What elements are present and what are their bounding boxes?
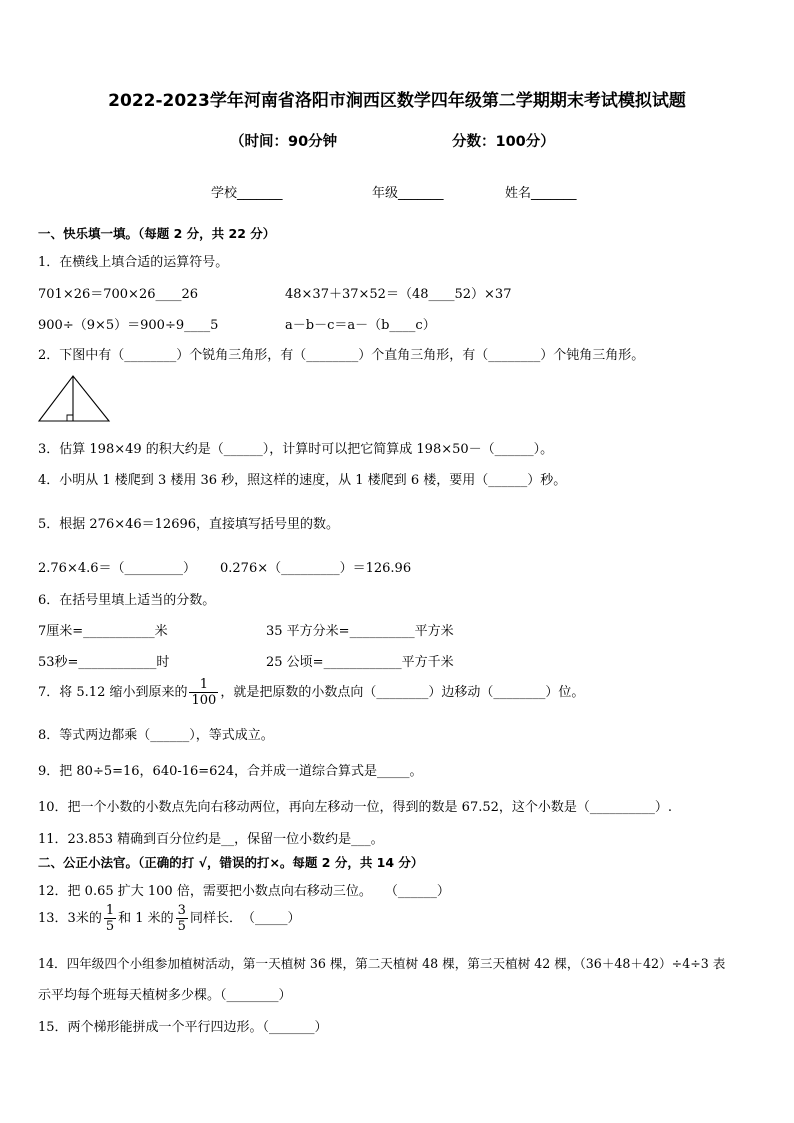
question-1d: a－b－c＝a－（b____c） xyxy=(285,318,436,333)
fraction-denominator: 100 xyxy=(191,693,217,708)
triangle-figure xyxy=(37,374,111,424)
question-5b: 0.276×（_________）＝126.96 xyxy=(220,561,412,576)
question-14-line1: 14．四年级四个小组参加植树活动，第一天植树 36 棵，第二天植树 48 棵，第三天植树 42 棵，（36＋48＋42）÷4÷3 表 xyxy=(38,956,726,971)
question-13-middle: 和 1 米的 xyxy=(118,911,174,926)
name-field: 姓名_______ xyxy=(505,186,577,201)
question-12: 12．把 0.65 扩大 100 倍，需要把小数点向右移动三位。 （______） xyxy=(38,884,450,899)
question-9: 9．把 80÷5=16，640-16=624，合并成一道综合算式是_____。 xyxy=(38,764,423,779)
section2-heading: 二、公正小法官。（正确的打 √，错误的打×。每题 2 分，共 14 分） xyxy=(38,855,424,870)
question-7 xyxy=(38,677,584,708)
section1-heading: 一、快乐填一填。（每题 2 分，共 22 分） xyxy=(38,226,276,241)
fraction-1-100 xyxy=(189,677,218,708)
question-6: 6．在括号里填上适当的分数。 xyxy=(38,593,216,608)
question-11: 11．23.853 精确到百分位约是__，保留一位小数约是___。 xyxy=(38,832,384,847)
question-8: 8．等式两边都乘（______），等式成立。 xyxy=(38,728,274,743)
question-13-prefix: 13．3米的 xyxy=(38,911,102,926)
question-6c: 53秒=____________时 xyxy=(38,655,170,670)
question-1c: 900÷（9×5）＝900÷9____5 xyxy=(38,318,219,333)
question-3: 3．估算 198×49 的积大约是（______），计算时可以把它简算成 198×50－（______）。 xyxy=(38,442,554,457)
fraction-numerator: 1 xyxy=(105,903,115,918)
question-6d: 25 公顷=____________平方千米 xyxy=(266,655,454,670)
question-1: 1．在横线上填合适的运算符号。 xyxy=(38,255,229,270)
exam-score: 分数：100分） xyxy=(452,134,555,150)
fraction-denominator: 5 xyxy=(105,919,115,934)
fraction-denominator: 5 xyxy=(177,919,186,934)
question-5a: 2.76×4.6＝（_________） xyxy=(38,561,197,576)
question-15: 15．两个梯形能拼成一个平行四边形。（_______） xyxy=(38,1020,328,1035)
exam-time: （时间：90分钟 xyxy=(230,134,338,150)
question-1b: 48×37＋37×52＝（48____52）×37 xyxy=(285,287,512,302)
school-field: 学校_______ xyxy=(211,186,283,201)
question-2: 2．下图中有（________）个锐角三角形，有（________）个直角三角形，有（________）个钝角三角形。 xyxy=(38,348,645,363)
question-5: 5．根据 276×46＝12696，直接填写括号里的数。 xyxy=(38,517,340,532)
question-13-suffix: 同样长． （_____） xyxy=(189,911,301,926)
question-6a: 7厘米=___________米 xyxy=(38,624,168,639)
question-1a: 701×26＝700×26____26 xyxy=(38,287,199,302)
exam-title: 2022-2023学年河南省洛阳市涧西区数学四年级第二学期期末考试模拟试题 xyxy=(108,91,686,111)
question-14-line2: 示平均每个班每天植树多少棵。（________） xyxy=(38,988,292,1003)
question-7-suffix: ，就是把原数的小数点向（________）边移动（________）位。 xyxy=(220,685,585,700)
grade-field: 年级_______ xyxy=(372,186,444,201)
question-7-prefix: 7．将 5.12 缩小到原来的 xyxy=(38,685,188,700)
fraction-numerator: 1 xyxy=(189,677,218,693)
question-13 xyxy=(38,903,300,934)
fraction-3-5 xyxy=(176,903,188,934)
question-6b: 35 平方分米=__________平方米 xyxy=(266,624,454,639)
question-4: 4．小明从 1 楼爬到 3 楼用 36 秒，照这样的速度，从 1 楼爬到 6 楼，要用（______）秒。 xyxy=(38,473,567,488)
question-10: 10．把一个小数的小数点先向右移动两位，再向左移动一位，得到的数是 67.52，这个小数是（__________）. xyxy=(38,800,673,815)
fraction-numerator: 3 xyxy=(177,903,186,918)
fraction-1-5 xyxy=(104,903,116,934)
